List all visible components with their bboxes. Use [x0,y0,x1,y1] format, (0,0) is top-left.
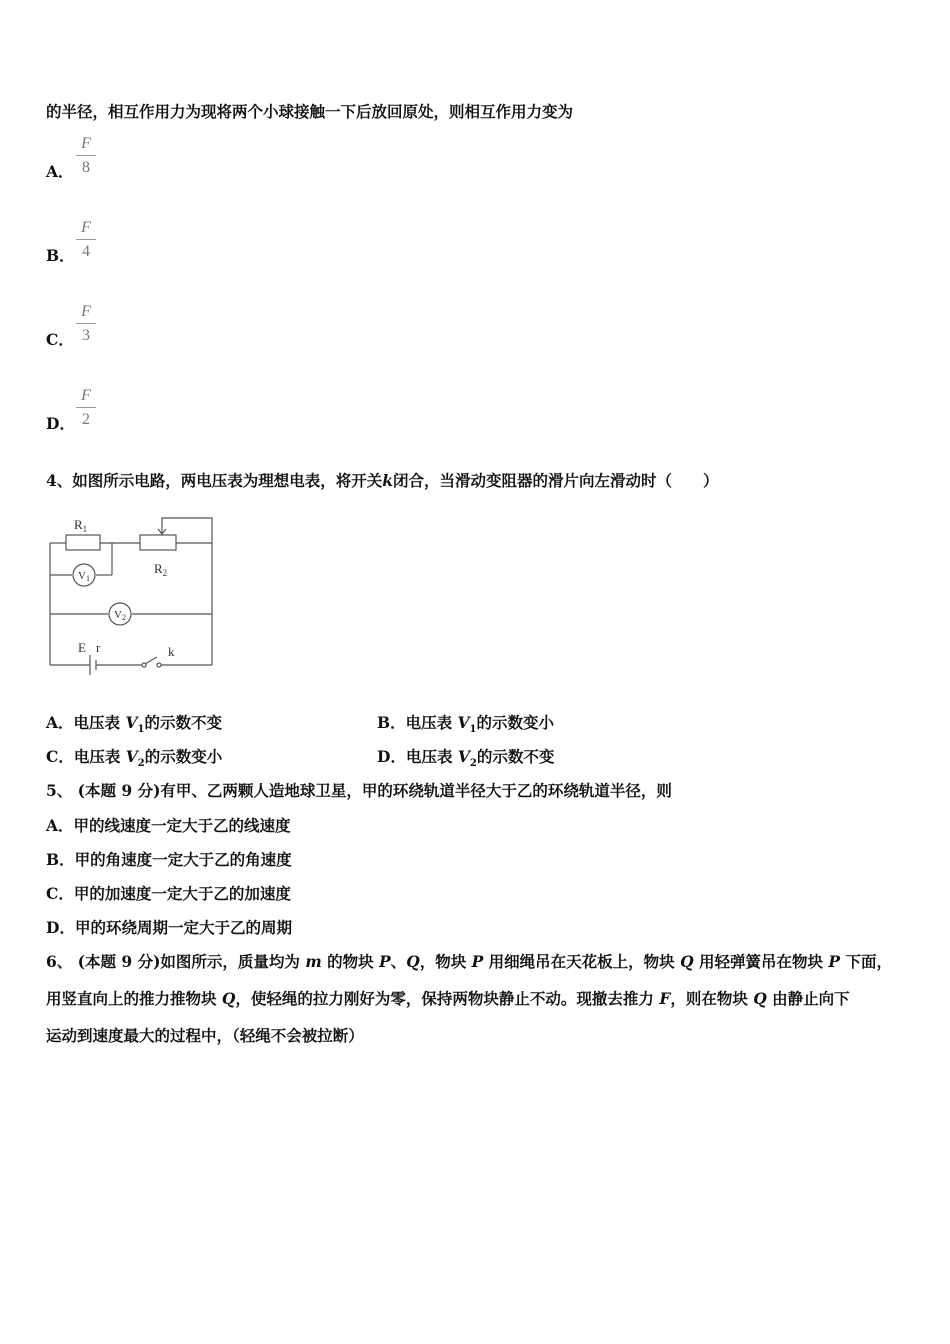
option-text: 电压表 [405,713,458,732]
option-sub: 1 [469,724,477,736]
q6-stem-line-1 [46,952,892,972]
label-k: k [168,644,175,659]
fraction-numerator: F [81,387,91,404]
option-label: A． [46,816,74,835]
option-text: 甲的线速度一定大于乙的线速度 [73,816,291,835]
stem-var: Q [406,952,420,971]
fraction-bar [76,155,96,156]
option-text: 甲的角速度一定大于乙的角速度 [74,850,292,869]
fraction-bar [76,407,96,408]
fraction-denominator: 2 [82,411,90,428]
q4-option-b [377,713,554,740]
label-r: r [96,640,101,655]
option-sub: 2 [469,758,477,770]
stem-text: ，则在物块 [670,989,754,1008]
q3-option-c-fraction [76,303,96,345]
label-v2: V2 [114,609,126,622]
fraction-denominator: 8 [82,159,90,176]
fraction-denominator: 4 [82,243,90,260]
q3-option-b-fraction [76,219,96,261]
stem-var: Q [221,989,236,1008]
option-var: V [125,713,138,732]
q3-option-c-label: C． [46,330,74,349]
q4-option-a [46,713,222,740]
rheostat-slider [162,518,212,543]
circuit-diagram [44,505,219,677]
stem-text: 下面， [840,952,892,971]
resistor-r1 [66,535,100,550]
q3-option-a-label: A． [46,162,74,181]
switch-blade [145,657,157,664]
option-label: C． [46,884,74,903]
option-text: 电压表 [73,747,126,766]
fraction-denominator: 3 [82,327,90,344]
stem-text: 用竖直向上的推力推物块 [46,989,222,1008]
option-label: B． [377,713,406,732]
stem-text: ，使轻绳的拉力刚好为零，保持两物块静止不动。现撤去推力 [235,989,660,1008]
stem-text: ，物块 [419,952,472,971]
q3-option-d-fraction [76,387,96,429]
option-var: V [125,747,138,766]
q5-option-c [46,884,291,904]
option-text: 的示数变小 [476,713,555,732]
stem-var: P [828,952,841,971]
q4-option-c [46,747,222,774]
stem-var: m [305,952,322,971]
option-label: A． [46,713,74,732]
fraction-numerator: F [81,303,91,320]
option-text: 电压表 [73,713,126,732]
label-r1: $R_1$ [74,517,88,534]
q6-stem-line-3: 运动到速度最大的过程中，（轻绳不会被拉断） [46,1026,364,1045]
option-text: 甲的环绕周期一定大于乙的周期 [74,918,292,937]
option-label: D． [46,918,75,937]
q6-stem-line-2 [46,989,850,1009]
q5-option-a [46,816,291,836]
q3-option-d-label: D． [46,414,75,433]
option-label: C． [46,747,74,766]
q3-option-b-label: B． [46,246,75,265]
q3-option-a-fraction [76,135,96,177]
option-var: V [457,747,470,766]
stem-text: 、 [390,952,407,971]
label-e: E [78,640,86,655]
q4-stem [46,471,719,491]
fraction-numerator: F [81,135,91,152]
stem-var: P [471,952,484,971]
stem-text: 6、 (本题 9 分)如图所示，质量均为 [46,952,306,971]
option-label: B． [46,850,75,869]
resistor-r2 [140,535,176,550]
stem-text: 用细绳吊在天花板上，物块 [483,952,681,971]
option-sub: 2 [137,758,145,770]
q3-stem: 的半径，相互作用力为现将两个小球接触一下后放回原处，则相互作用力变为 [46,102,574,121]
option-text: 电压表 [405,747,458,766]
option-text: 的示数不变 [144,713,222,732]
stem-text: 由静止向下 [766,989,850,1008]
stem-var: F [659,989,671,1008]
stem-var: P [379,952,391,971]
stem-text: 的物块 [321,952,380,971]
q4-option-d [377,747,554,774]
option-text: 的示数不变 [476,747,555,766]
q4-stem-part: 4、如图所示电路，两电压表为理想电表，将开关 [46,471,383,490]
label-r2: $R_2$ [154,561,168,578]
q4-stem-part: 闭合，当滑动变阻器的滑片向左滑动时（ ） [393,471,719,490]
option-label: D． [377,747,406,766]
q5-option-b [46,850,292,870]
q5-option-d [46,918,292,938]
label-v1: V1 [78,570,90,583]
fraction-bar [76,239,96,240]
q4-stem-switch-var: k [382,471,394,490]
option-text: 的示数变小 [144,747,223,766]
q5-stem: 5、 (本题 9 分)有甲、乙两颗人造地球卫星，甲的环绕轨道半径大于乙的环绕轨道半径，则 [46,781,672,800]
option-text: 甲的加速度一定大于乙的加速度 [73,884,291,903]
fraction-numerator: F [81,219,91,236]
stem-var: Q [753,989,767,1008]
fraction-bar [76,323,96,324]
stem-var: Q [680,952,694,971]
stem-text: 用轻弹簧吊在物块 [693,952,829,971]
option-sub: 1 [137,724,145,736]
switch-contact [157,663,161,667]
option-var: V [457,713,470,732]
